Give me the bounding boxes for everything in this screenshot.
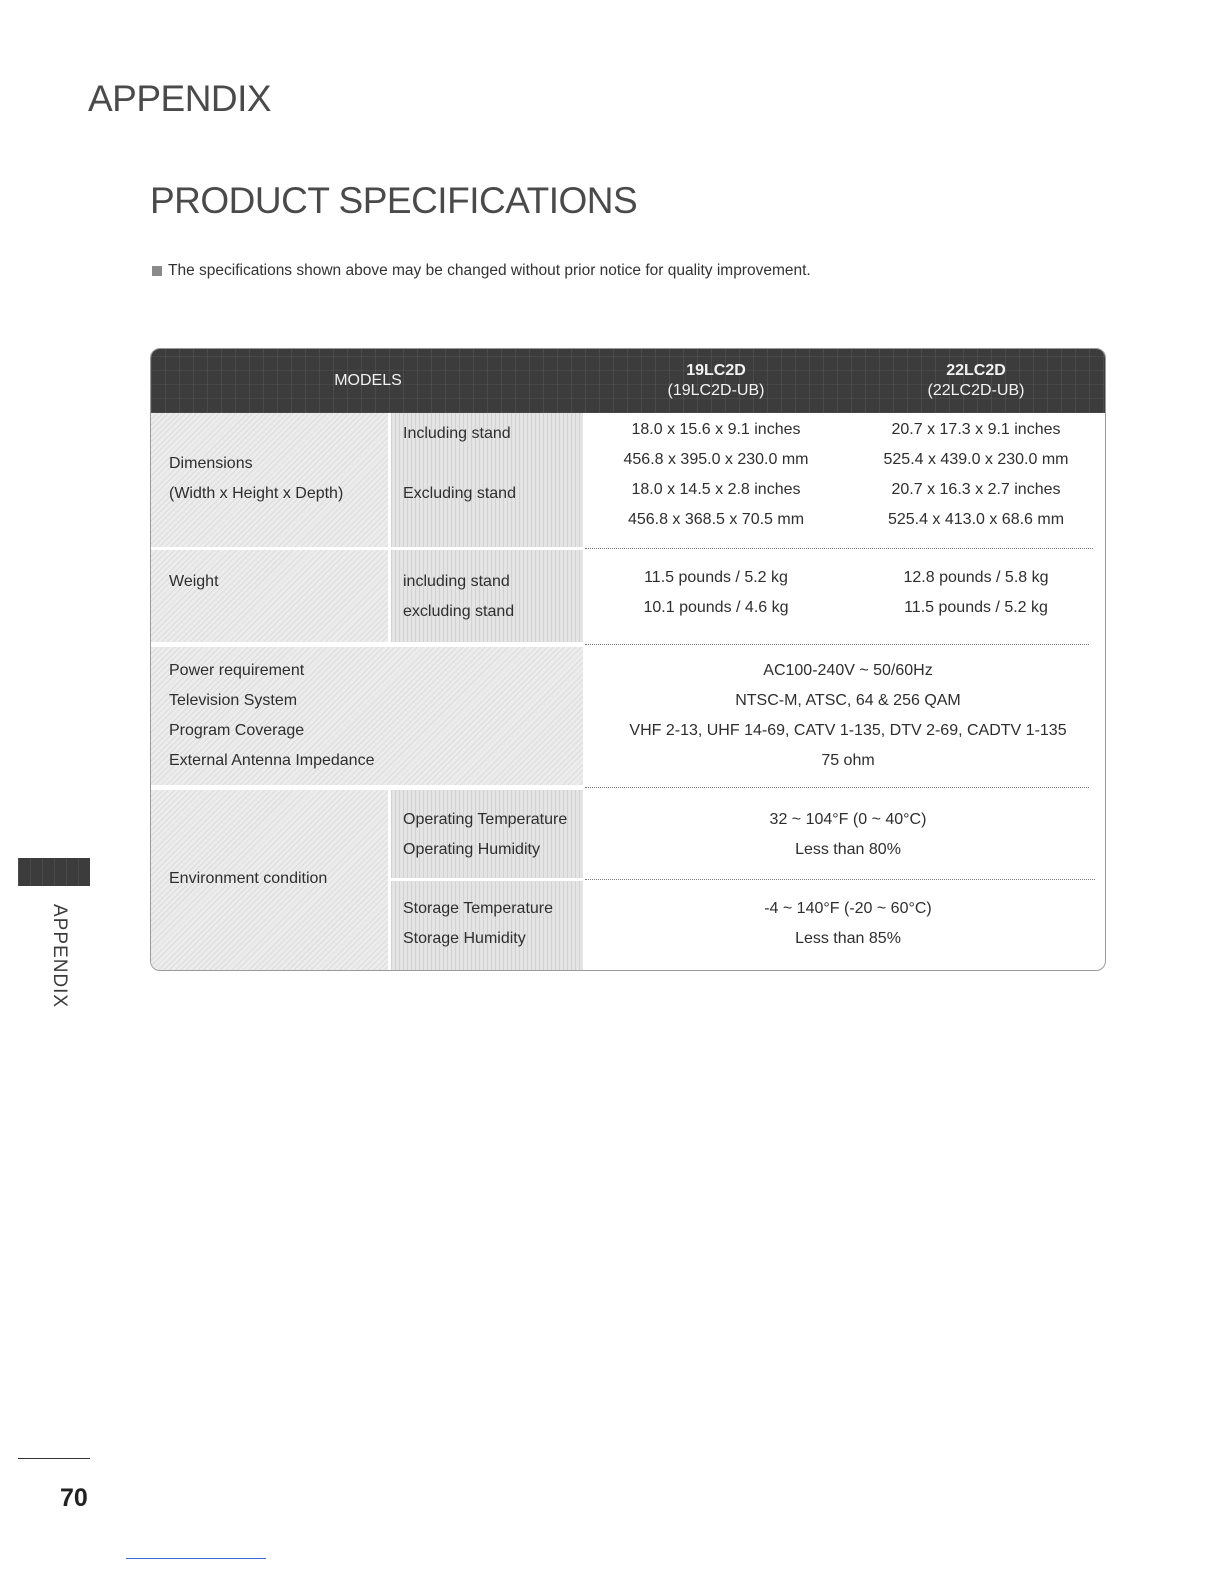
model2-dim-excl-inches: 20.7 x 16.3 x 2.7 inches bbox=[891, 481, 1061, 498]
model2-code: (22LC2D-UB) bbox=[927, 382, 1025, 399]
note-bullet-icon bbox=[152, 266, 162, 276]
operating-temperature-value: 32 ~ 104°F (0 ~ 40°C) bbox=[769, 811, 927, 828]
storage-humidity-label: Storage Humidity bbox=[403, 930, 526, 947]
program-coverage-label: Program Coverage bbox=[169, 722, 305, 739]
dimensions-including-stand-label: Including stand bbox=[403, 425, 511, 442]
storage-humidity-value: Less than 85% bbox=[795, 930, 901, 947]
weight-excluding-stand-label: excluding stand bbox=[403, 603, 515, 620]
dimensions-excluding-stand-label: Excluding stand bbox=[403, 485, 516, 502]
row-divider bbox=[585, 644, 1089, 645]
antenna-impedance-value: 75 ohm bbox=[821, 752, 875, 769]
models-label: MODELS bbox=[334, 372, 402, 389]
row-divider bbox=[585, 787, 1089, 788]
model1-dim-excl-mm: 456.8 x 368.5 x 70.5 mm bbox=[627, 511, 805, 528]
model1-weight-excl: 10.1 pounds / 4.6 kg bbox=[643, 599, 789, 616]
power-requirement-value: AC100-240V ~ 50/60Hz bbox=[763, 662, 933, 679]
row-divider bbox=[585, 548, 1093, 549]
note bbox=[152, 262, 811, 280]
environment-condition-label: Environment condition bbox=[169, 870, 328, 887]
storage-temperature-value: -4 ~ 140°F (-20 ~ 60°C) bbox=[764, 900, 932, 917]
operating-humidity-value: Less than 80% bbox=[795, 841, 901, 858]
model2-dim-incl-inches: 20.7 x 17.3 x 9.1 inches bbox=[891, 421, 1061, 438]
power-requirement-label: Power requirement bbox=[169, 662, 305, 679]
section-title: APPENDIX bbox=[88, 78, 272, 119]
program-coverage-value: VHF 2-13, UHF 14-69, CATV 1-135, DTV 2-69, CADTV 1-135 bbox=[629, 722, 1067, 739]
model1-header bbox=[585, 349, 847, 413]
dimensions-label: Dimensions bbox=[169, 455, 253, 472]
spec-table-header bbox=[151, 349, 1105, 413]
model2-weight-excl: 11.5 pounds / 5.2 kg bbox=[904, 599, 1048, 616]
model2-dim-excl-mm: 525.4 x 413.0 x 68.6 mm bbox=[887, 511, 1065, 528]
model2-header bbox=[847, 349, 1105, 413]
model1-code: (19LC2D-UB) bbox=[667, 382, 765, 399]
model1-dim-excl-inches: 18.0 x 14.5 x 2.8 inches bbox=[631, 481, 801, 498]
model2-weight-incl: 12.8 pounds / 5.8 kg bbox=[903, 569, 1049, 586]
model1-name: 19LC2D bbox=[686, 362, 746, 379]
section-tab-marker bbox=[18, 858, 90, 886]
model1-dim-incl-inches: 18.0 x 15.6 x 9.1 inches bbox=[631, 421, 801, 438]
models-header bbox=[151, 349, 585, 413]
dimensions-unit-label: (Width x Height x Depth) bbox=[169, 485, 344, 502]
television-system-label: Television System bbox=[169, 692, 298, 709]
row-divider bbox=[585, 879, 1095, 880]
spec-table bbox=[150, 348, 1106, 971]
model2-name: 22LC2D bbox=[946, 362, 1006, 379]
antenna-impedance-label: External Antenna Impedance bbox=[169, 752, 375, 769]
model1-weight-incl: 11.5 pounds / 5.2 kg bbox=[644, 569, 788, 586]
model1-dim-incl-mm: 456.8 x 395.0 x 230.0 mm bbox=[623, 451, 809, 468]
side-section-label: APPENDIX bbox=[49, 904, 70, 1009]
weight-including-stand-label: including stand bbox=[403, 573, 510, 590]
page-number-rule bbox=[18, 1458, 90, 1459]
page-title: PRODUCT SPECIFICATIONS bbox=[150, 180, 638, 221]
bottom-link-line bbox=[126, 1558, 266, 1559]
weight-label: Weight bbox=[169, 573, 219, 590]
television-system-value: NTSC-M, ATSC, 64 & 256 QAM bbox=[735, 692, 961, 709]
model2-dim-incl-mm: 525.4 x 439.0 x 230.0 mm bbox=[883, 451, 1069, 468]
operating-humidity-label: Operating Humidity bbox=[403, 841, 540, 858]
operating-temperature-label: Operating Temperature bbox=[403, 811, 568, 828]
page-number: 70 bbox=[60, 1484, 88, 1512]
note-text: The specifications shown above may be changed without prior notice for quality improvement. bbox=[168, 262, 811, 279]
storage-temperature-label: Storage Temperature bbox=[403, 900, 554, 917]
